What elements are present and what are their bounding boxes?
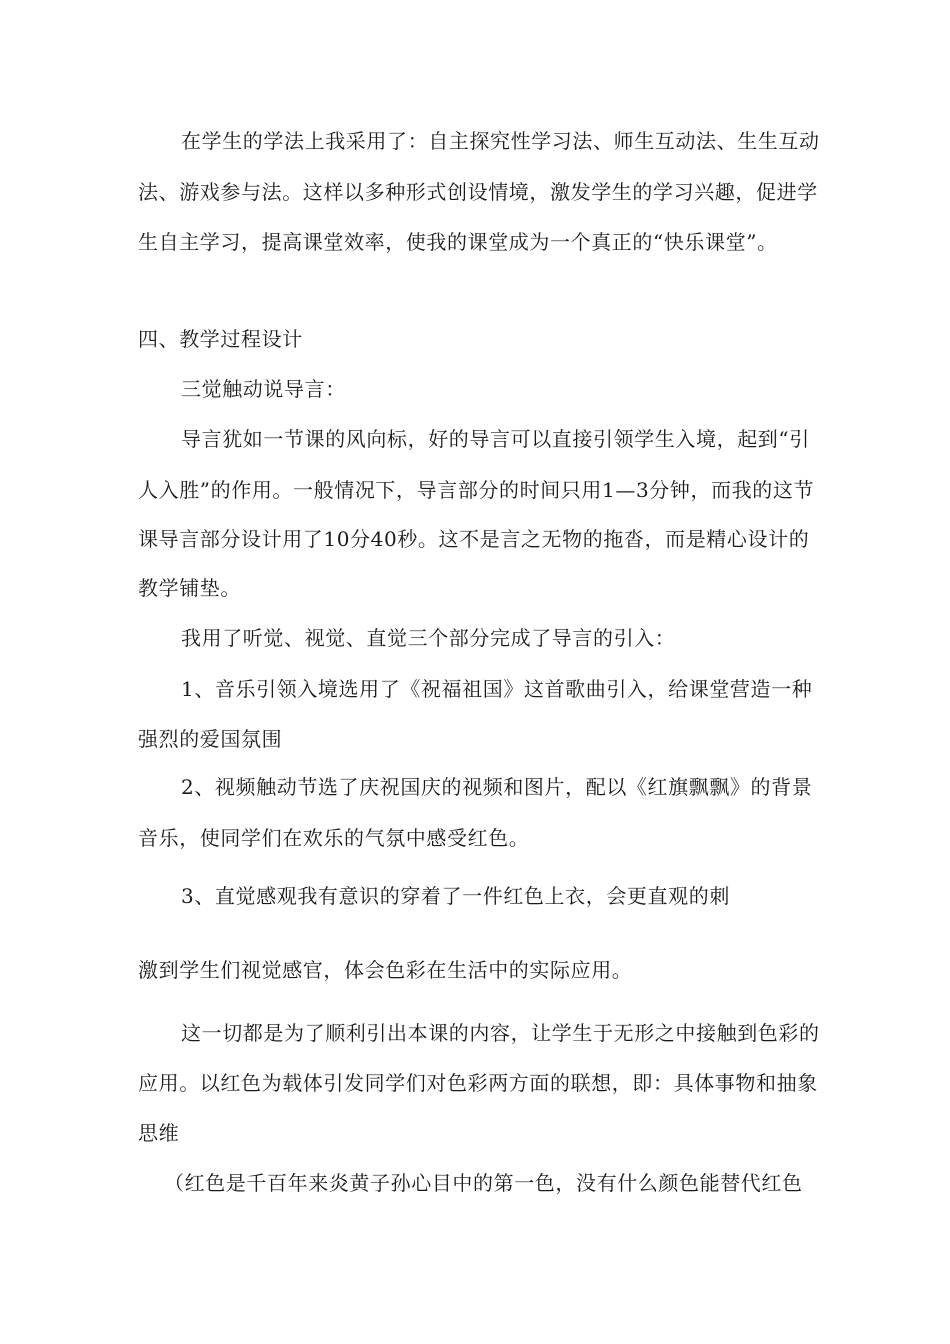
paragraph-line: 思维 xyxy=(138,1121,180,1145)
paragraph-line: 我用了听觉、视觉、直觉三个部分完成了导言的引入： xyxy=(181,626,676,650)
list-item-line: 3、直觉感观我有意识的穿着了一件红色上衣，会更直观的刺 xyxy=(181,884,730,908)
paragraph-line: 生自主学习，提高课堂效率，使我的课堂成为一个真正的“快乐课堂”。 xyxy=(138,230,778,254)
paragraph-line: 人入胜”的作用。一般情况下，导言部分的时间只用1—3分钟，而我的这节 xyxy=(138,478,815,502)
paragraph-line: 教学铺垫。 xyxy=(138,576,241,600)
subheading: 三觉触动说导言： xyxy=(181,377,346,401)
paragraph-line: 课导言部分设计用了10分40秒。这不是言之无物的拖沓，而是精心设计的 xyxy=(138,527,810,551)
paragraph-line: 这一切都是为了顺利引出本课的内容，让学生于无形之中接触到色彩的 xyxy=(181,1021,820,1045)
paragraph-line: 法、游戏参与法。这样以多种形式创设情境，激发学生的学习兴趣，促进学 xyxy=(138,180,818,204)
paragraph-line: （红色是千百年来炎黄子孙心目中的第一色，没有什么颜色能替代红色 xyxy=(164,1171,803,1195)
paragraph-line: 应用。以红色为载体引发同学们对色彩两方面的联想，即：具体事物和抽象 xyxy=(138,1071,818,1095)
paragraph-line: 导言犹如一节课的风向标，好的导言可以直接引领学生入境，起到“引 xyxy=(181,427,810,451)
list-item-line: 音乐，使同学们在欢乐的气氛中感受红色。 xyxy=(138,826,530,850)
list-item-line: 1、音乐引领入境选用了《祝福祖国》这首歌曲引入，给课堂营造一种 xyxy=(181,677,813,701)
paragraph-line: 在学生的学法上我采用了：自主探究性学习法、师生互动法、生生互动 xyxy=(181,129,820,153)
list-item-line: 2、视频触动节选了庆祝国庆的视频和图片，配以《红旗飘飘》的背景 xyxy=(181,775,813,799)
section-heading: 四、教学过程设计 xyxy=(138,327,303,351)
list-item-line: 强烈的爱国氛围 xyxy=(138,727,283,751)
list-item-line: 激到学生们视觉感官，体会色彩在生活中的实际应用。 xyxy=(138,958,633,982)
